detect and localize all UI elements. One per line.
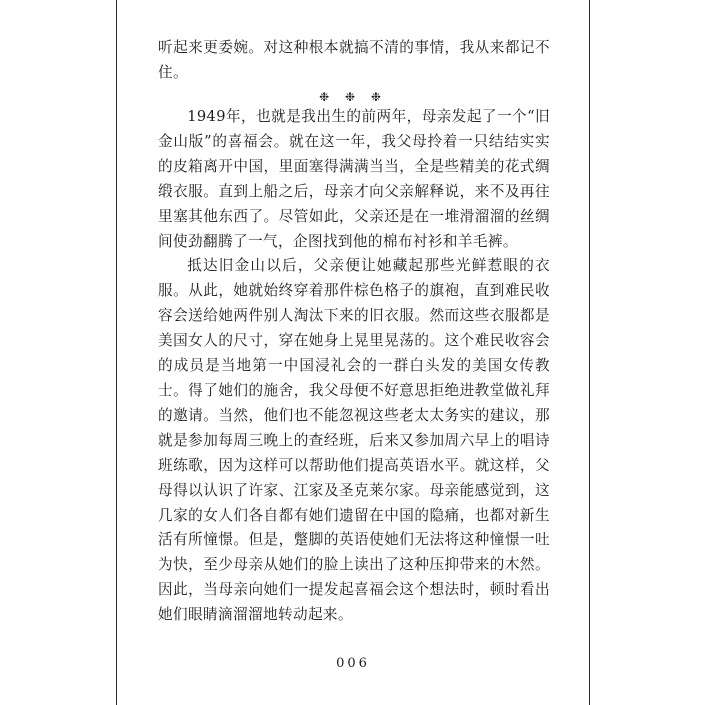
book-page (116, 0, 590, 705)
page-number: 006 (336, 656, 370, 671)
section-separator: ❉ ❉ ❉ (319, 90, 387, 104)
paragraph-2: 抵达旧金山以后，父亲便让她藏起那些光鲜惹眼的衣服。从此，她就始终穿着那件棕色格子的旗袍，直到难民收容会送给她两件别人淘汰下来的旧衣服。然而这些衣服都是美国女人的尺寸，穿在她身上晃里晃荡的。这个难民收容会的成员是当地第一中国浸礼会的一群白头发的美国女传教士。得了她们的施舍，我父母便不好意思拒绝进教堂做礼拜的邀请。当然，他们也不能忽视这些老太太务实的建议，那就是参加每周三晚上的查经班，后来又参加周六早上的唱诗班练歌，因为这样可以帮助他们提高英语水平。就这样，父母得以认识了许家、江家及圣克莱尔家。母亲能感觉到，这几家的女人们各自都有她们遗留在中国的隐痛，也都对新生活有所憧憬。但是，蹩脚的英语使她们无法将这种憧憬一吐为快，至少母亲从她们的脸上读出了这种压抑带来的木然。因此，当母亲向她们一提发起喜福会这个想法时，顿时看出她们眼睛滴溜溜地转动起来。 (158, 257, 550, 624)
body-text (158, 105, 550, 628)
continuation-paragraph: 听起来更委婉。对这种根本就搞不清的事情，我从来都记不住。 (158, 39, 550, 81)
continuation-text (158, 36, 550, 86)
paragraph-1: 1949年，也就是我出生的前两年，母亲发起了一个“旧金山版”的喜福会。就在这一年，我父母拎着一只结结实实的皮箱离开中国，里面塞得满满当当，全是些精美的花式绸缎衣服。直到上船之后，母亲才向父亲解释说，来不及再往里塞其他东西了。尽管如此，父亲还是在一堆滑溜溜的丝绸间使劲翻腾了一气，企图找到他的棉布衬衫和羊毛裤。 (158, 108, 550, 250)
